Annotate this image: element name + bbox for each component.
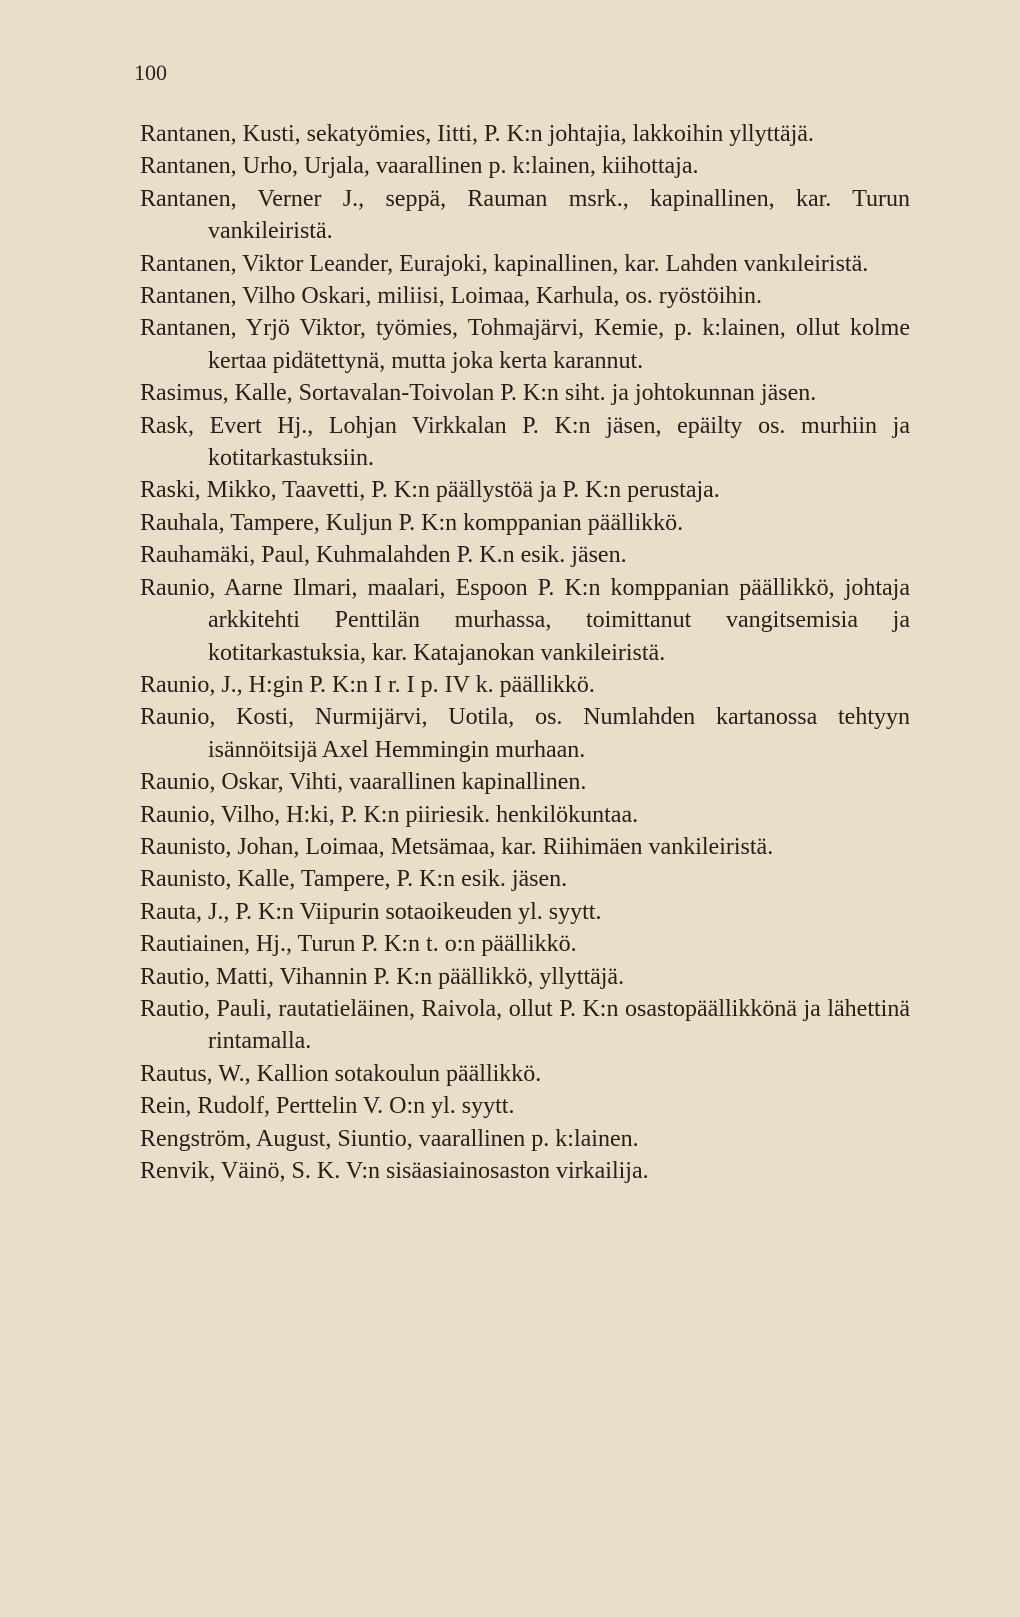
list-item: Rengström, August, Siuntio, vaarallinen p. k:lainen. (140, 1125, 639, 1152)
list-item: Renvik, Väinö, S. K. V:n sisäasiainosaston virkailija. (140, 1158, 649, 1184)
list-item: Rantanen, Kusti, sekatyömies, Iitti, P. K:n johtajia, lakkoihin yllyttäjä. (140, 121, 814, 147)
list-item: Rantanen, Verner J., seppä, Rauman msrk., kapinallinen, kar. Turun vankileiristä. (140, 185, 910, 245)
page-number: 100 (134, 60, 167, 85)
list-item: Raunio, Vilho, H:ki, P. K:n piiriesik. henkilökuntaa. (140, 801, 639, 828)
list-item: Rask, Evert Hj., Lohjan Virkkalan P. K:n jäsen, epäilty os. murhiin ja kotitarkastuksiin. (140, 412, 910, 472)
list-item: Rantanen, Yrjö Viktor, työmies, Tohmajärvi, Kemie, p. k:lainen, ollut kolme kertaa pidätettynä, mutta joka kerta karannut. (140, 315, 910, 374)
list-item: Raunio, Kosti, Nurmijärvi, Uotila, os. Numlahden kartanossa tehtyyn isännöitsijä Axel Hemmingin murhaan. (140, 704, 910, 763)
list-item: Rautio, Matti, Vihannin P. K:n päällikkö, yllyttäjä. (140, 963, 625, 990)
list-item: Rantanen, Viktor Leander, Eurajoki, kapinallinen, kar. Lahden vankıleiristä. (140, 250, 869, 277)
list-item: Rauhala, Tampere, Kuljun P. K:n komppanian päällikkö. (140, 509, 684, 536)
list-item: Rauhamäki, Paul, Kuhmalahden P. K.n esik. jäsen. (140, 542, 627, 569)
list-item: Rein, Rudolf, Perttelin V. O:n yl. syytt. (140, 1093, 515, 1120)
list-item: Raunio, J., H:gin P. K:n I r. I p. IV k. päällikkö. (140, 671, 595, 698)
list-item: Rautiainen, Hj., Turun P. K:n t. o:n päällikkö. (140, 931, 577, 958)
list-item: Rantanen, Vilho Oskari, miliisi, Loimaa, Karhula, os. ryöstöihin. (140, 283, 763, 310)
list-item: Raunio, Aarne Ilmari, maalari, Espoon P. K:n komppanian päällikkö, johtaja arkkitehti Penttilän murhassa, toimittanut vangitsemisia ja kotitarkastuksia, kar. Katajanokan vankileiristä. (140, 574, 910, 666)
list-item: Raunisto, Johan, Loimaa, Metsämaa, kar. Riihimäen vankileiristä. (140, 833, 774, 860)
list-item: Raunio, Oskar, Vihti, vaarallinen kapinallinen. (140, 769, 587, 796)
list-item: Raunisto, Kalle, Tampere, P. K:n esik. jäsen. (140, 866, 568, 893)
list-item: Rautus, W., Kallion sotakoulun päällikkö. (140, 1060, 542, 1087)
list-item: Rautio, Pauli, rautatieläinen, Raivola, ollut P. K:n osastopäällikkönä ja lähettinä rintamalla. (140, 995, 910, 1055)
list-item: Rasimus, Kalle, Sortavalan-Toivolan P. K:n siht. ja johtokunnan jäsen. (140, 380, 817, 407)
list-item: Rauta, J., P. K:n Viipurin sotaoikeuden yl. syytt. (140, 898, 602, 925)
list-item: Rantanen, Urho, Urjala, vaarallinen p. k:lainen, kiihottaja. (140, 153, 699, 180)
list-item: Raski, Mikko, Taavetti, P. K:n päällystöä ja P. K:n perustaja. (140, 477, 720, 504)
entry-list (140, 118, 910, 1187)
